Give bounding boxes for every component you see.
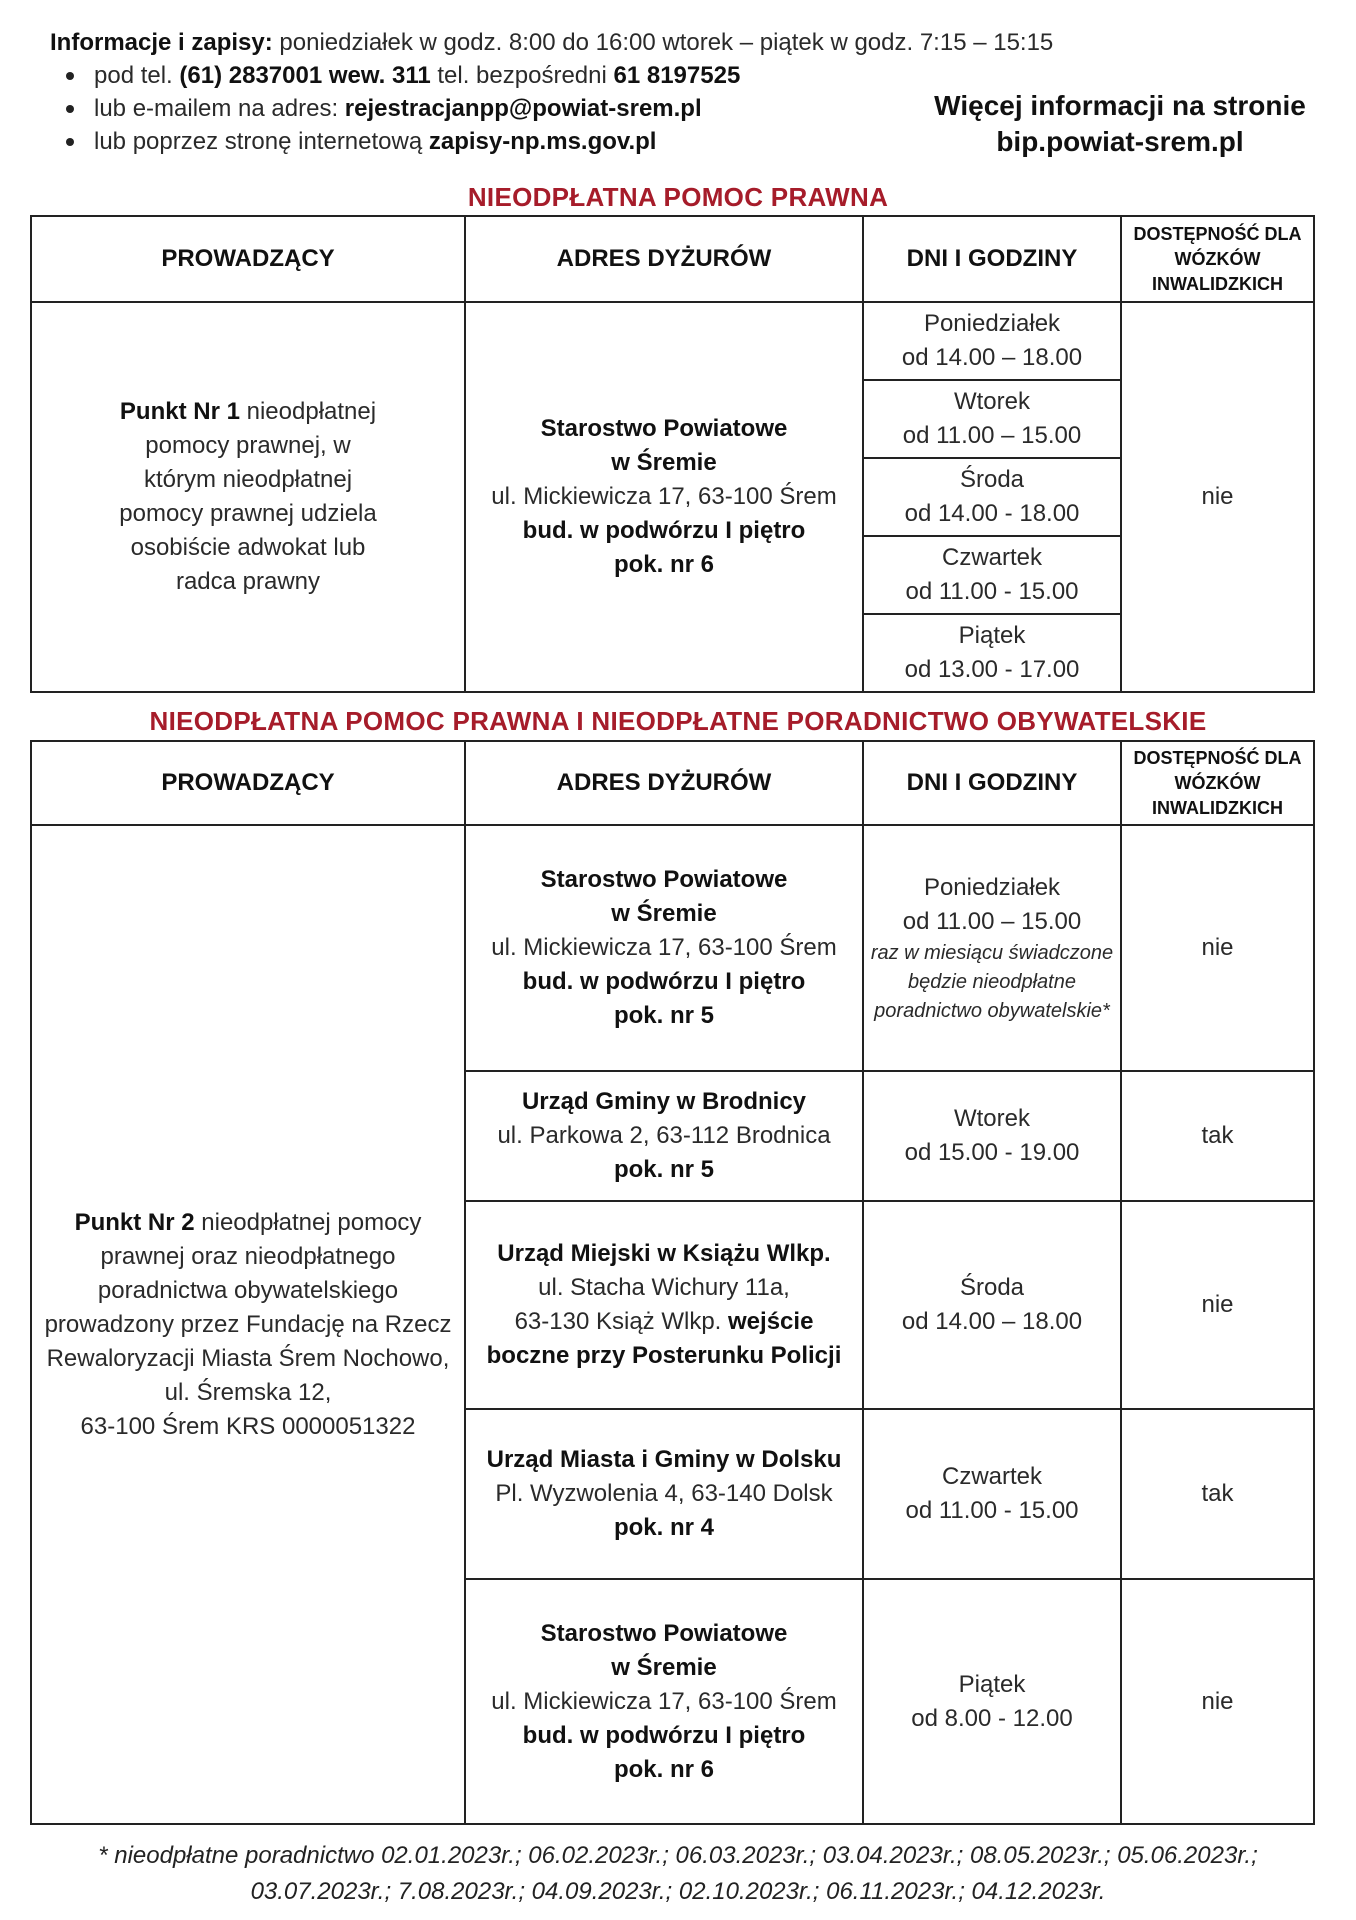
address-name: Urząd Gminy w Brodnicy [521,1088,807,1115]
access-cell: nie [1120,1200,1313,1408]
header-address: ADRES DYŻURÓW [464,217,862,301]
day-name: Poniedziałek [923,310,1061,337]
address-room: pok. nr 6 [613,551,715,578]
table-section2 [30,740,1315,1825]
address-name: Urząd Miasta i Gminy w Dolsku [486,1446,842,1473]
header-days: DNI I GODZINY [862,742,1120,824]
provider-line: radca prawny [175,568,321,595]
address-room: pok. nr 5 [613,1002,715,1029]
day-name: Środa [959,466,1025,493]
day-note: będzie nieodpłatne [908,970,1076,993]
day-cell [862,824,1120,1070]
header-access-line: WÓZKÓW [1174,772,1261,793]
footnote [0,1838,1356,1910]
more-info-link[interactable]: bip.powiat-srem.pl [996,126,1244,157]
day-name: Wtorek [953,388,1030,415]
day-hours: od 11.00 - 15.00 [905,1497,1079,1524]
address-cell [464,301,862,691]
day-hours: od 8.00 - 12.00 [911,1704,1073,1732]
more-info-text: Więcej informacji na stronie [934,90,1306,121]
address-extra: wejście [728,1308,814,1335]
address-cell [464,1070,862,1200]
address-street: ul. Stacha Wichury 11a, [538,1274,790,1301]
info-hours: poniedziałek w godz. 8:00 do 16:00 wtorek – piątek w godz. 7:15 – 15:15 [279,29,1054,56]
address-name: Starostwo Powiatowe [540,1619,788,1647]
provider-line: pomocy prawnej udziela [119,500,377,527]
day-cell [862,1200,1120,1408]
day-hours: od 11.00 – 15.00 [902,907,1082,935]
day-hours: od 11.00 – 15.00 [902,422,1082,449]
address-extra: boczne przy Posterunku Policji [486,1342,842,1369]
header-access-line: INWALIDZKICH [1152,273,1283,294]
day-cell [862,457,1120,535]
access-cell: tak [1120,1070,1313,1200]
address-street: ul. Mickiewicza 17, 63-100 Śrem [491,934,837,961]
provider-name: Punkt Nr 2 [74,1208,195,1236]
address-room: pok. nr 6 [613,1755,715,1783]
day-cell [862,379,1120,457]
more-info [900,88,1340,160]
web-prefix: lub poprzez stronę internetową [94,128,423,155]
day-cell [862,301,1120,379]
address-name: w Śremie [611,1653,717,1681]
header-access-line: DOSTĘPNOŚĆ DLA [1133,747,1302,768]
address-name: Urząd Miejski w Książu Wlkp. [497,1240,831,1267]
day-hours: od 11.00 - 15.00 [905,578,1079,605]
day-name: Czwartek [941,1463,1043,1490]
day-hours: od 14.00 – 18.00 [901,344,1083,371]
address-extra: bud. w podwórzu I piętro [522,517,806,544]
header-access-line: DOSTĘPNOŚĆ DLA [1133,223,1302,244]
provider-line: poradnictwa obywatelskiego [97,1276,399,1304]
address-cell [464,824,862,1070]
header-access-line: INWALIDZKICH [1152,797,1283,818]
day-hours: od 14.00 – 18.00 [901,1308,1083,1335]
provider-line: ul. Śremska 12, [164,1378,332,1406]
section2-title: NIEODPŁATNA POMOC PRAWNA I NIEODPŁATNE PORADNICTWO OBYWATELSKIE [149,706,1207,736]
section1-title: NIEODPŁATNA POMOC PRAWNA [467,182,889,212]
table-section1 [30,215,1315,693]
address-cell [464,1408,862,1578]
address-room: pok. nr 5 [613,1156,715,1183]
day-cell [862,613,1120,691]
provider-line: prawnej oraz nieodpłatnego [100,1242,396,1270]
info-hours-line [50,26,1053,59]
day-cell [862,535,1120,613]
provider-cell [32,824,464,1823]
day-name: Wtorek [953,1105,1030,1132]
header-days: DNI I GODZINY [862,217,1120,301]
provider-line: osobiście adwokat lub [130,534,366,561]
provider-line: 63-100 Śrem KRS 0000051322 [80,1412,416,1440]
access-cell: tak [1120,1408,1313,1578]
address-street: ul. Mickiewicza 17, 63-100 Śrem [491,1687,837,1715]
day-name: Poniedziałek [923,873,1061,901]
phone-prefix: pod tel. [94,62,173,89]
header-access-line: WÓZKÓW [1174,248,1261,269]
provider-line: prowadzony przez Fundację na Rzecz [44,1310,452,1338]
provider-line: którym nieodpłatnej [143,466,353,493]
access-cell: nie [1120,824,1313,1070]
address-name: Starostwo Powiatowe [540,866,788,893]
address-room: pok. nr 4 [613,1514,715,1541]
email-prefix: lub e-mailem na adres: [94,95,339,122]
address-name: w Śremie [611,900,717,927]
address-name: Starostwo Powiatowe [540,415,788,442]
provider-line: nieodpłatnej [246,398,377,425]
day-name: Środa [959,1274,1025,1301]
footnote-line: * nieodpłatne poradnictwo 02.01.2023r.; 06.02.2023r.; 06.03.2023r.; 03.04.2023r.; 08.05.2023r.; 05.06.2023r.; [98,1842,1258,1869]
provider-line: nieodpłatnej pomocy [201,1208,422,1236]
phone-direct[interactable]: 61 8197525 [613,62,741,89]
header-provider: PROWADZĄCY [161,769,335,796]
day-name: Piątek [958,622,1026,649]
address-street: 63-130 Książ Wlkp. [514,1308,722,1335]
day-name: Czwartek [941,544,1043,571]
day-note: poradnictwo obywatelskie* [874,999,1110,1022]
phone-number[interactable]: (61) 2837001 wew. 311 [179,62,431,89]
header-provider: PROWADZĄCY [161,245,335,272]
day-note: raz w miesiącu świadczone [870,941,1114,964]
access-cell: nie [1120,301,1313,691]
day-hours: od 14.00 - 18.00 [904,500,1080,527]
email-link[interactable]: rejestracjanpp@powiat-srem.pl [344,95,702,122]
info-title: Informacje i zapisy: [50,29,273,56]
day-cell [862,1070,1120,1200]
day-hours: od 13.00 - 17.00 [904,656,1080,683]
address-name: w Śremie [611,449,717,476]
address-extra: bud. w podwórzu I piętro [522,1721,806,1749]
access-cell: nie [1120,1578,1313,1823]
address-cell [464,1200,862,1408]
address-extra: bud. w podwórzu I piętro [522,968,806,995]
address-street: ul. Mickiewicza 17, 63-100 Śrem [491,483,837,510]
footnote-line: 03.07.2023r.; 7.08.2023r.; 04.09.2023r.; 02.10.2023r.; 06.11.2023r.; 04.12.2023r. [250,1878,1106,1905]
header-access [1120,217,1313,301]
phone-direct-label: tel. bezpośredni [437,62,607,89]
web-link[interactable]: zapisy-np.ms.gov.pl [428,128,657,155]
provider-cell [32,301,464,691]
header-access [1120,742,1313,824]
day-cell [862,1578,1120,1823]
address-cell [464,1578,862,1823]
day-name: Piątek [958,1670,1026,1698]
day-cell [862,1408,1120,1578]
address-street: ul. Parkowa 2, 63-112 Brodnica [497,1122,831,1149]
provider-line: Rewaloryzacji Miasta Śrem Nochowo, [46,1344,450,1372]
provider-name: Punkt Nr 1 [119,398,240,425]
address-street: Pl. Wyzwolenia 4, 63-140 Dolsk [495,1480,833,1507]
header-address: ADRES DYŻURÓW [464,742,862,824]
day-hours: od 15.00 - 19.00 [904,1139,1080,1166]
provider-line: pomocy prawnej, w [145,432,351,459]
